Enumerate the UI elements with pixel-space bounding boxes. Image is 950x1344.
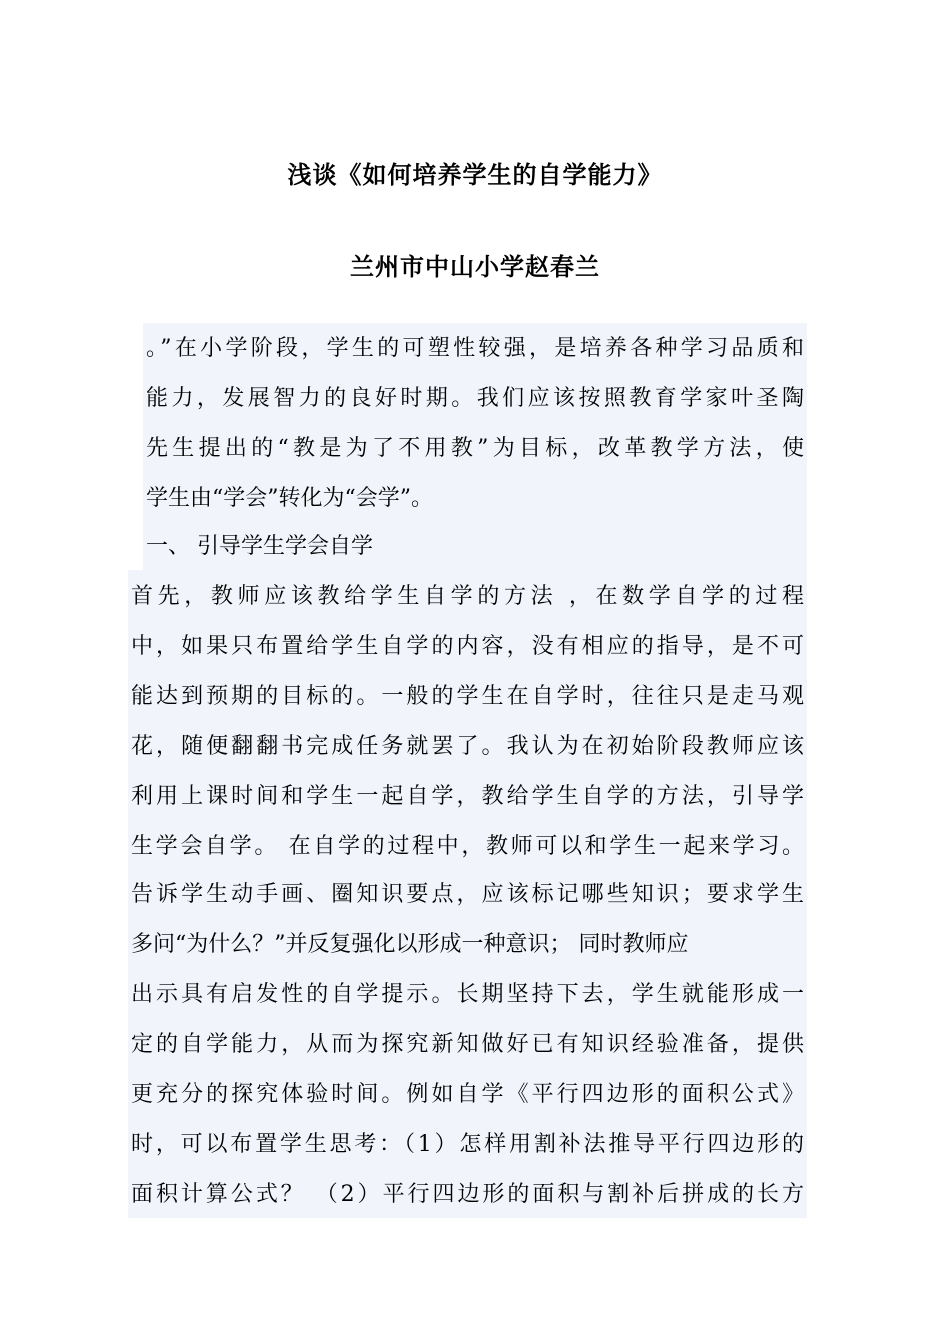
body-line: 花，随便翻翻书完成任务就罢了。我认为在初始阶段教师应该 [131, 734, 804, 759]
body-line: 中，如果只布置给学生自学的内容，没有相应的指导，是不可 [131, 634, 804, 659]
body-line: 更充分的探究体验时间。例如自学《平行四边形的面积公式》 [131, 1082, 804, 1107]
body-line: 时，可以布置学生思考：（1）怎样用割补法推导平行四边形的 [131, 1132, 804, 1157]
document-title: 浅谈《如何培养学生的自学能力》 [287, 161, 663, 189]
document-author: 兰州市中山小学赵春兰 [350, 253, 600, 281]
intro-line: 。”在小学阶段，学生的可塑性较强，是培养各种学习品质和 [146, 336, 804, 361]
body-line: 能达到预期的目标的。一般的学生在自学时，往往只是走马观 [131, 684, 804, 709]
body-line: 多问“为什么？”并反复强化以形成一种意识； 同时教师应 [131, 932, 689, 957]
body-line: 出示具有启发性的自学提示。长期坚持下去，学生就能形成一 [131, 982, 804, 1007]
body-line: 定的自学能力，从而为探究新知做好已有知识经验准备，提供 [131, 1032, 804, 1057]
intro-line: 学生由“学会”转化为“会学”。 [146, 486, 433, 511]
intro-line: 先生提出的“教是为了不用教”为目标，改革教学方法，使 [146, 436, 804, 461]
intro-line: 能力，发展智力的良好时期。我们应该按照教育学家叶圣陶 [146, 386, 804, 411]
body-line: 利用上课时间和学生一起自学，教给学生自学的方法，引导学 [131, 784, 804, 809]
body-line: 告诉学生动手画、圈知识要点，应该标记哪些知识；要求学生 [131, 882, 804, 907]
body-line: 生学会自学。 在自学的过程中，教师可以和学生一起来学习。 [131, 834, 804, 859]
body-line: 首先，教师应该教给学生自学的方法 ，在数学自学的过程 [131, 584, 804, 609]
section-heading: 一、 引导学生学会自学 [146, 534, 373, 559]
body-line: 面积计算公式？ （2）平行四边形的面积与割补后拼成的长方 [131, 1182, 804, 1207]
